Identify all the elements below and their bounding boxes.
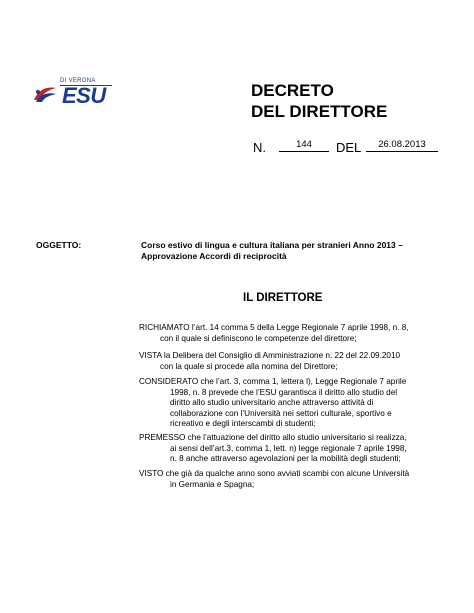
paragraph-line: con il quale si definiscono le competenze del direttore; (160, 333, 357, 343)
paragraph-first-line: PREMESSO che l’attuazione del diritto allo studio universitario si realizza, (139, 433, 407, 442)
subject-line-1: Corso estivo di lingua e cultura italiana per stranieri Anno 2013 – (141, 240, 403, 250)
subject-text (141, 240, 441, 261)
section-title: IL DIRETTORE (243, 292, 323, 304)
subject-label: OGGETTO: (36, 240, 82, 250)
paragraph-first-line: VISTA la Delibera del Consiglio di Amministrazione n. 22 del 22.09.2010 (139, 351, 401, 360)
paragraph-vista (139, 351, 444, 372)
decree-date: 26.08.2013 (366, 139, 438, 152)
paragraph-line: ai sensi dell’art.3, comma 1, lett. n) legge regionale 7 aprile 1998, (170, 443, 407, 453)
paragraph-line: in Germania e Spagna; (170, 479, 255, 489)
title-line-2: DEL DIRETTORE (251, 102, 388, 121)
logo-brand-text: ESU (62, 83, 106, 108)
paragraph-first-line: RICHIAMATO l’art. 14 comma 5 della Legge Regionale 7 aprile 1998, n. 8, (139, 323, 409, 332)
esu-emblem-icon (32, 84, 58, 104)
logo-subtitle: DI VERONA (60, 78, 96, 84)
esu-logo (32, 78, 112, 108)
paragraph-first-line: VISTO che già da qualche anno sono avviati scambi con alcune Università (139, 469, 410, 478)
decree-number: 144 (279, 139, 329, 152)
paragraph-first-line: CONSIDERATO che l’art. 3, comma 1, lettera l), Legge Regionale 7 aprile (139, 377, 407, 386)
paragraph-line: 1998, n. 8 prevede che l’ESU garantisca il diritto allo studio del (170, 387, 398, 397)
paragraph-premesso (139, 433, 444, 465)
paragraph-line: ricreativo e degli interscambi di studenti; (170, 419, 316, 429)
paragraph-considerato (139, 377, 444, 430)
date-label: DEL (336, 140, 362, 155)
subject-line-2: Approvazione Accordi di reciprocità (141, 250, 287, 261)
paragraph-richiamato (139, 323, 444, 344)
paragraph-visto (139, 469, 444, 490)
paragraph-line: con la quale si procede alla nomina del Direttore; (160, 361, 338, 371)
document-title (251, 80, 387, 122)
paragraph-line: diritto allo studio universitario anche attraverso attività di (170, 398, 374, 408)
title-line-1: DECRETO (251, 81, 334, 100)
paragraph-line: collaborazione con l’Università nei settori culturale, sportivo e (170, 408, 392, 418)
number-label: N. (253, 140, 266, 155)
paragraph-line: n. 8 anche attraverso agevolazioni per la mobilità degli studenti; (170, 454, 401, 464)
